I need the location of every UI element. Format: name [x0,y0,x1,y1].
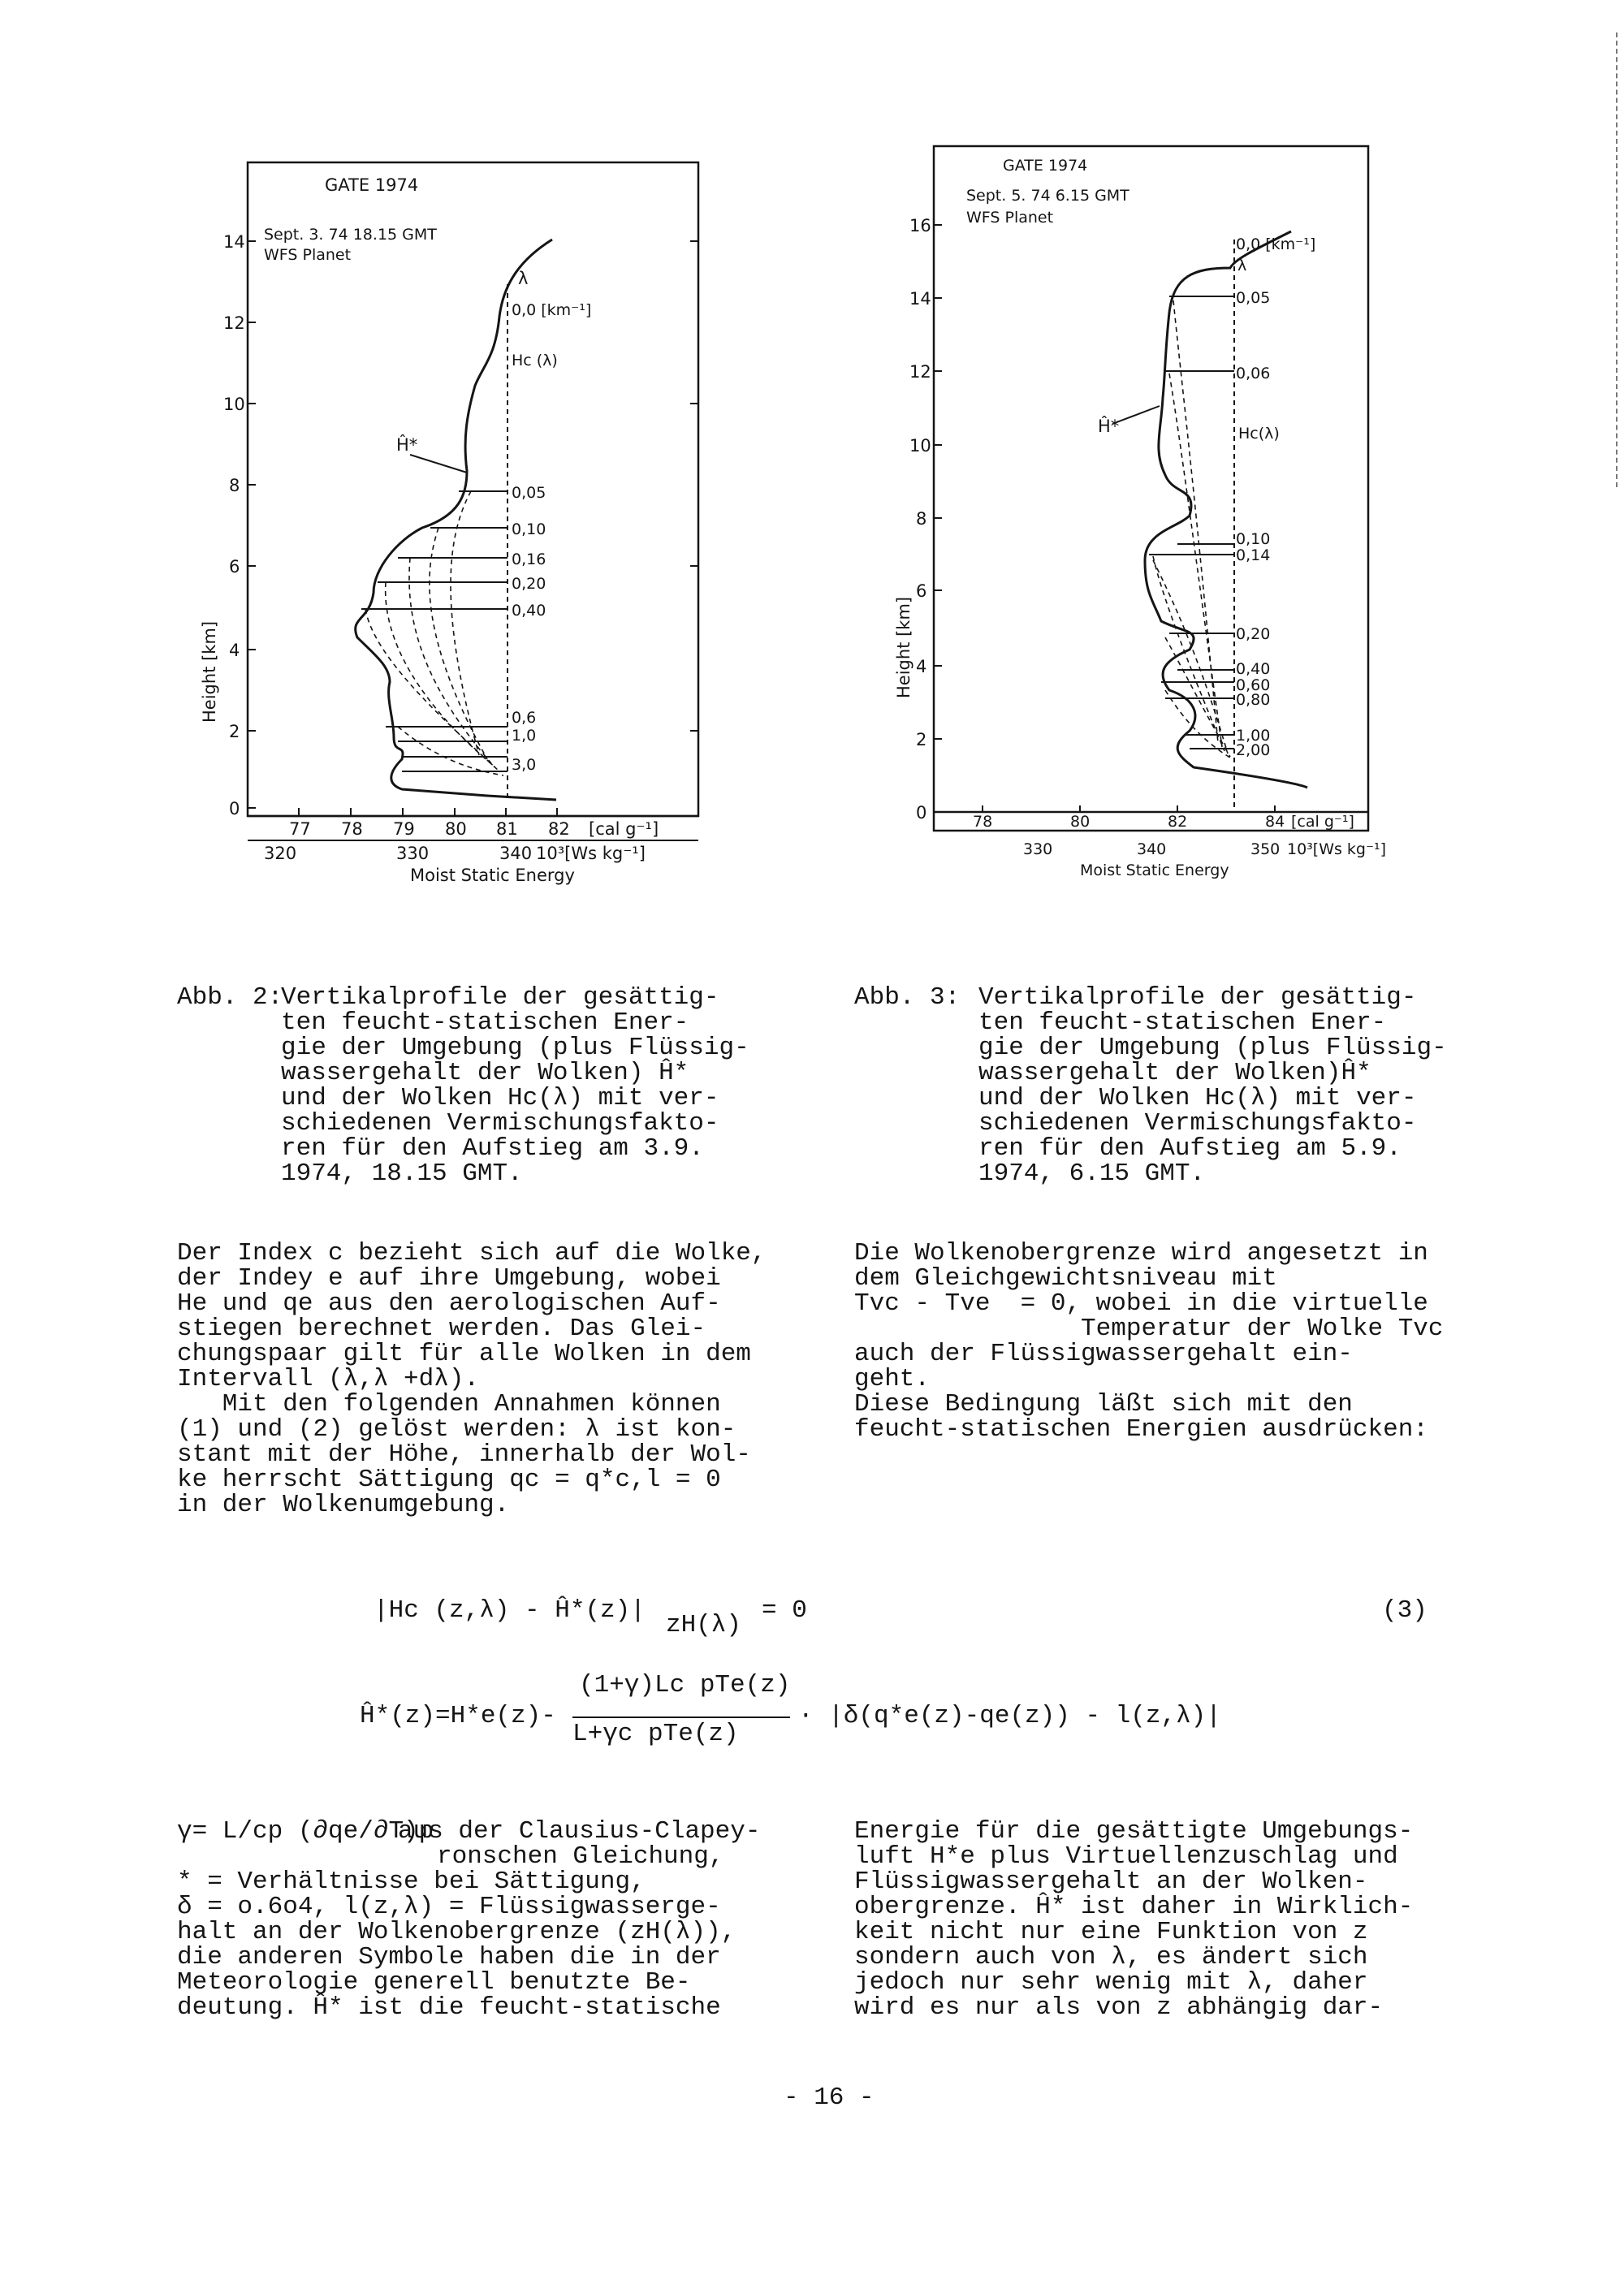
x-unit-label: 10³[Ws kg⁻¹] [536,844,646,863]
text-line: luft H*e plus Virtuellenzuschlag und [854,1842,1398,1871]
y-tick-label: 8 [916,509,927,529]
x-axis-label: Moist Static Energy [1080,861,1229,879]
x-unit-label: 10³[Ws kg⁻¹] [1287,840,1387,858]
y-tick-label: 4 [916,657,927,676]
lambda-label: 0,10 [512,520,546,538]
text-line: Der Index c bezieht sich auf die Wolke, [177,1239,767,1267]
x-tick-label: 81 [496,819,518,839]
caption-line: wassergehalt der Wolken) Ĥ* [281,1059,689,1087]
y-axis-label: Height [km] [894,596,914,698]
caption-line: und der Wolken Hc(λ) mit ver- [281,1084,719,1112]
lambda-label: 0,14 [1236,546,1271,564]
x-tick-label: 78 [973,813,993,831]
text-line: ronschen Gleichung, [437,1842,724,1871]
chart-title: GATE 1974 [1003,157,1088,175]
equation-lhs: |Hc (z,λ) - Ĥ*(z)| [374,1596,646,1625]
lambda-label: 0,05 [512,484,546,502]
text-line: auch der Flüssigwassergehalt ein- [854,1340,1353,1368]
caption-line: schiedenen Vermischungsfakto- [978,1109,1417,1138]
caption-line: ren für den Aufstieg am 3.9. [281,1134,704,1163]
y-ticks [248,241,698,808]
text-line: Meteorologie generell benutzte Be- [177,1968,691,1997]
figure-left [179,154,731,901]
y-tick-label: 0 [916,803,927,823]
h-star-label: Ĥ* [396,435,418,455]
caption-line: ren für den Aufstieg am 5.9. [978,1134,1402,1163]
caption-line: wassergehalt der Wolken)Ĥ* [978,1059,1371,1087]
x-ticks [299,808,557,816]
text-line: wird es nur als von z abhängig dar- [854,1993,1384,2022]
text-line: (1) und (2) gelöst werden: λ ist kon- [177,1415,736,1444]
caption-line: Vertikalprofile der gesättig- [281,983,719,1012]
lambda-label: 0,6 [512,709,537,727]
hc-label: Hc(λ) [1238,425,1280,443]
equation-numerator: (1+γ)Lc pTe(z) [579,1671,791,1699]
page-number: - 16 - [784,2084,875,2112]
mixing-levels [361,491,508,771]
caption-line: 1974, 6.15 GMT. [978,1159,1206,1188]
text-line: keit nicht nur eine Funktion von z [854,1918,1368,1946]
x-tick-label: 320 [264,844,297,863]
equation-number: (3) [1382,1596,1427,1625]
text-line: Diese Bedingung läßt sich mit den [854,1390,1353,1419]
text-line: He und qe aus den aerologischen Auf- [177,1289,721,1318]
unit-label: 0,0 [km⁻¹] [512,301,592,319]
chart-info: Sept. 5. 74 6.15 GMT [966,187,1129,205]
text-line: Flüssigwassergehalt an der Wolken- [854,1868,1368,1896]
y-tick-label: 2 [229,722,240,741]
lambda-label: 0,10 [1236,530,1271,548]
y-tick-label: 0 [229,799,240,818]
text-line: die anderen Symbole haben die in der [177,1943,721,1971]
margin-rule [1616,32,1618,487]
lambda-label: 0,20 [1236,625,1271,643]
mixing-levels [1149,296,1234,749]
y-ticks [934,225,942,812]
x-tick-label: 350 [1250,840,1281,858]
text-line: jedoch nur sehr wenig mit λ, daher [854,1968,1368,1997]
x-tick-label: 77 [289,819,311,839]
caption-line: gie der Umgebung (plus Flüssig- [281,1034,749,1062]
unit-label: 0,0 [km⁻¹] [1236,235,1316,253]
text-line: obergrenze. Ĥ* ist daher in Wirklich- [854,1893,1414,1921]
text-line: stant mit der Höhe, innerhalb der Wol- [177,1440,751,1469]
caption-line: gie der Umgebung (plus Flüssig- [978,1034,1447,1062]
equation-rhs: · |δ(q*e(z)-qe(z)) - l(z,λ)| [798,1702,1221,1730]
lambda-label: 3,0 [512,756,537,774]
equation-lhs: Ĥ*(z)=H*e(z)- [360,1702,556,1730]
lambda-label: 0,60 [1236,676,1271,694]
hc-label: Hc (λ) [512,352,558,369]
y-axis-label: Height [km] [200,620,219,723]
text-line: feucht-statischen Energien ausdrücken: [854,1415,1428,1444]
chart-info: WFS Planet [966,209,1054,227]
x-tick-label: 79 [393,819,415,839]
caption-line: schiedenen Vermischungsfakto- [281,1109,719,1138]
x-tick-label: 330 [396,844,430,863]
text-line: Mit den folgenden Annahmen können [177,1390,721,1419]
y-tick-label: 14 [223,232,245,252]
h-star-pointer [1112,406,1160,424]
text-line: δ = o.6o4, l(z,λ) = Flüssigwasserge- [177,1893,721,1921]
caption-line: ten feucht-statischen Ener- [281,1008,689,1037]
text-line: * = Verhältnisse bei Sättigung, [177,1868,646,1896]
y-tick-label: 16 [909,216,931,235]
text-line: stiegen berechnet werden. Das Glei- [177,1315,706,1343]
text-line: chungspaar gilt für alle Wolken in dem [177,1340,751,1368]
lambda-label: 1,00 [1236,727,1271,745]
caption-label: Abb. 2: [177,983,283,1012]
text-line: sondern auch von λ, es ändert sich [854,1943,1368,1971]
caption-line: und der Wolken Hc(λ) mit ver- [978,1084,1417,1112]
lambda-label: 0,16 [512,551,546,568]
x-unit-label: [cal g⁻¹] [589,819,659,839]
y-tick-label: 10 [909,436,931,456]
text-line: dem Gleichgewichtsniveau mit [854,1264,1277,1293]
cloud-profiles [365,491,503,775]
equation-subscript: zH(λ) [666,1611,742,1639]
y-tick-label: 6 [916,581,927,601]
text-line: geht. [854,1365,931,1393]
y-tick-label: 8 [229,476,240,495]
y-tick-label: 10 [223,395,245,414]
text-line: Tvc - Tve = 0, wobei in die virtuelle [854,1289,1428,1318]
gamma-definition: γ= L/cp (∂qe/∂T)p [177,1817,434,1846]
text-line: deutung. Ĥ* ist die feucht-statische [177,1993,721,2022]
x-tick-label: 80 [1070,813,1091,831]
lambda-label: 2,00 [1236,741,1271,759]
x-unit-label: [cal g⁻¹] [1291,813,1354,831]
x-tick-label: 340 [499,844,533,863]
lambda-label: 0,80 [1236,691,1271,709]
caption-line: 1974, 18.15 GMT. [281,1159,523,1188]
lambda-symbol: λ [1237,257,1247,274]
x-tick-label: 82 [548,819,570,839]
chart-info: Sept. 3. 74 18.15 GMT [264,226,437,244]
x-axis-label: Moist Static Energy [410,866,575,885]
text-line: Energie für die gesättigte Umgebungs- [854,1817,1414,1846]
x-tick-label: 340 [1137,840,1167,858]
h-star-pointer [410,455,467,473]
text-line: Die Wolkenobergrenze wird angesetzt in [854,1239,1428,1267]
h-star-label: Ĥ* [1098,417,1120,436]
lambda-label: 0,06 [1236,365,1271,382]
caption-line: ten feucht-statischen Ener- [978,1008,1387,1037]
figure-right [885,138,1445,893]
lambda-symbol: λ [518,269,529,288]
x-tick-label: 78 [341,819,363,839]
y-tick-label: 2 [916,730,927,749]
equation-4 [360,1673,1253,1754]
y-tick-label: 12 [909,362,931,382]
equation-rhs: = 0 [762,1596,807,1625]
text-line: ke herrscht Sättigung qc = q*c,l = 0 [177,1466,721,1494]
y-tick-label: 14 [909,289,931,309]
text-line: Temperatur der Wolke Tvc [854,1315,1444,1343]
x-tick-label: 80 [445,819,467,839]
text-line: in der Wolkenumgebung. [177,1491,510,1519]
fraction-bar [572,1717,790,1718]
caption-label: Abb. 3: [854,983,961,1012]
y-tick-label: 12 [223,313,245,333]
y-tick-label: 6 [229,557,240,576]
chart-title: GATE 1974 [325,175,419,195]
equation-denominator: L+γc pTe(z) [572,1720,739,1748]
text-line: der Indey e auf ihre Umgebung, wobei [177,1264,721,1293]
caption-line: Vertikalprofile der gesättig- [978,983,1417,1012]
lambda-label: 0,05 [1236,289,1271,307]
text-line: Intervall (λ,λ +dλ). [177,1365,480,1393]
y-tick-label: 4 [229,641,240,660]
lambda-label: 0,40 [512,602,546,620]
equation-3 [374,1598,1462,1647]
x-tick-label: 330 [1023,840,1053,858]
lambda-label: 1,0 [512,727,537,745]
x-tick-label: 82 [1168,813,1188,831]
lambda-label: 0,20 [512,575,546,593]
x-tick-label: 84 [1265,813,1285,831]
text-line: halt an der Wolkenobergrenze (zH(λ)), [177,1918,736,1946]
text-line: aus der Clausius-Clapey- [398,1817,761,1846]
environment-profile [1145,231,1307,788]
lambda-label: 0,40 [1236,660,1271,678]
chart-info: WFS Planet [264,246,352,264]
